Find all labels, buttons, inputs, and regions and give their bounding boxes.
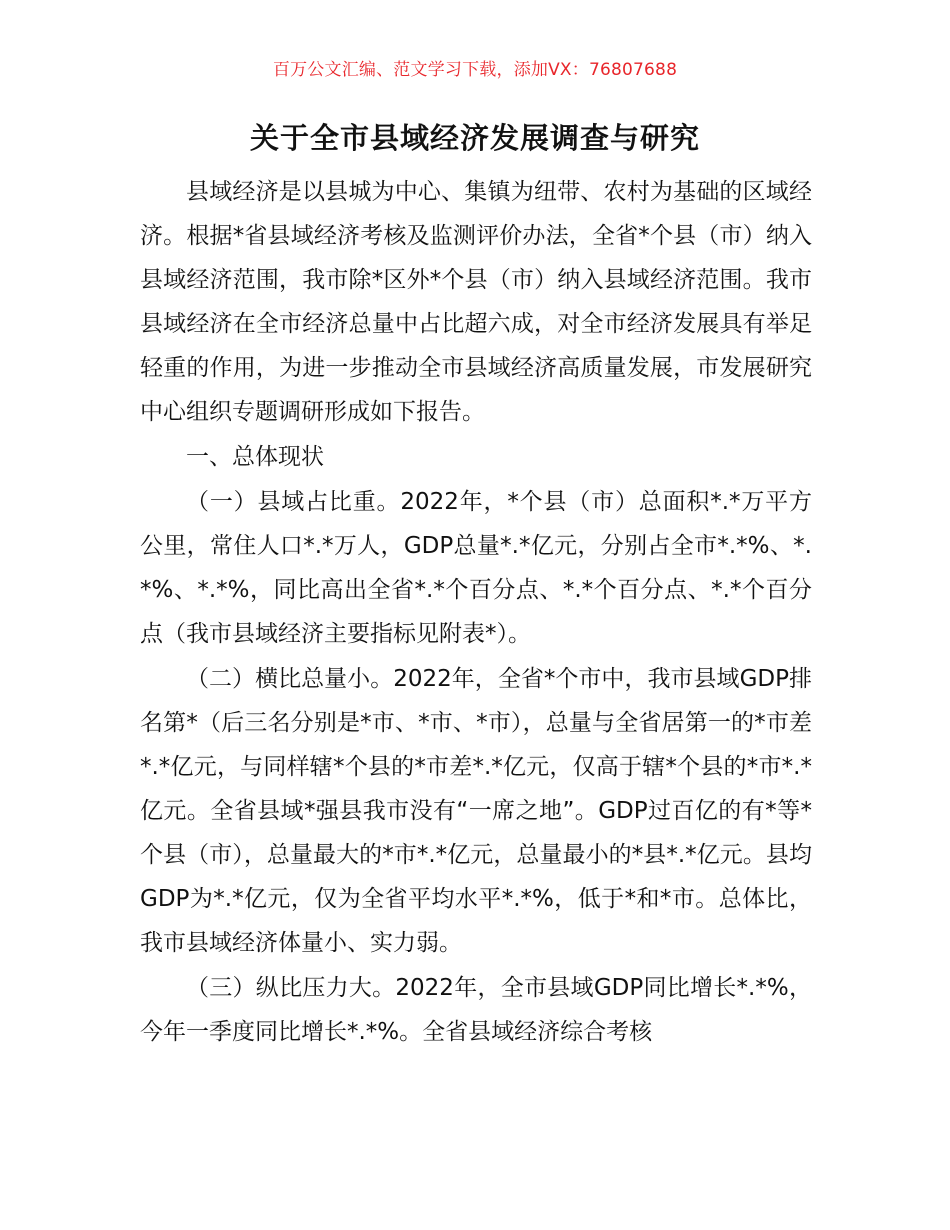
watermark-banner: 百万公文汇编、范文学习下载，添加VX：76807688 xyxy=(272,60,678,80)
section-heading-overview: 一、总体现状 xyxy=(186,444,324,470)
paragraph-vertical-comparison: （三）纵比压力大。2022年，全市县域GDP同比增长*.*%，今年一季度同比增长*.*%。全省县域经济综合考核 xyxy=(140,975,812,1045)
document-body xyxy=(140,170,812,1054)
paragraph-horizontal-comparison: （二）横比总量小。2022年，全省*个市中，我市县域GDP排名第*（后三名分别是*市、*市、*市），总量与全省居第一的*市差*.*亿元，与同样辖*个县的*市差*.*亿元，仅高于辖*个县的*市*.*亿元。全省县域*强县我市没有“一席之地”。GDP过百亿的有*等*个县（市），总量最大的*市*.*亿元，总量最小的*县*.*亿元。县均GDP为*.*亿元，仅为全省平均水平*.*%，低于*和*市。总体比，我市县域经济体量小、实力弱。 xyxy=(140,666,812,956)
paragraph-intro: 县域经济是以县城为中心、集镇为纽带、农村为基础的区域经济。根据*省县域经济考核及监测评价办法，全省*个县（市）纳入县域经济范围，我市除*区外*个县（市）纳入县域经济范围。我市县域经济在全市经济总量中占比超六成，对全市经济发展具有举足轻重的作用，为进一步推动全市县域经济高质量发展，市发展研究中心组织专题调研形成如下报告。 xyxy=(140,179,812,425)
document-title: 关于全市县域经济发展调查与研究 xyxy=(249,121,700,155)
paragraph-share: （一）县域占比重。2022年，*个县（市）总面积*.*万平方公里，常住人口*.*万人，GDP总量*.*亿元，分别占全市*.*%、*.*%、*.*%，同比高出全省*.*个百分点、*.*个百分点、*.*个百分点（我市县域经济主要指标见附表*）。 xyxy=(140,489,812,647)
